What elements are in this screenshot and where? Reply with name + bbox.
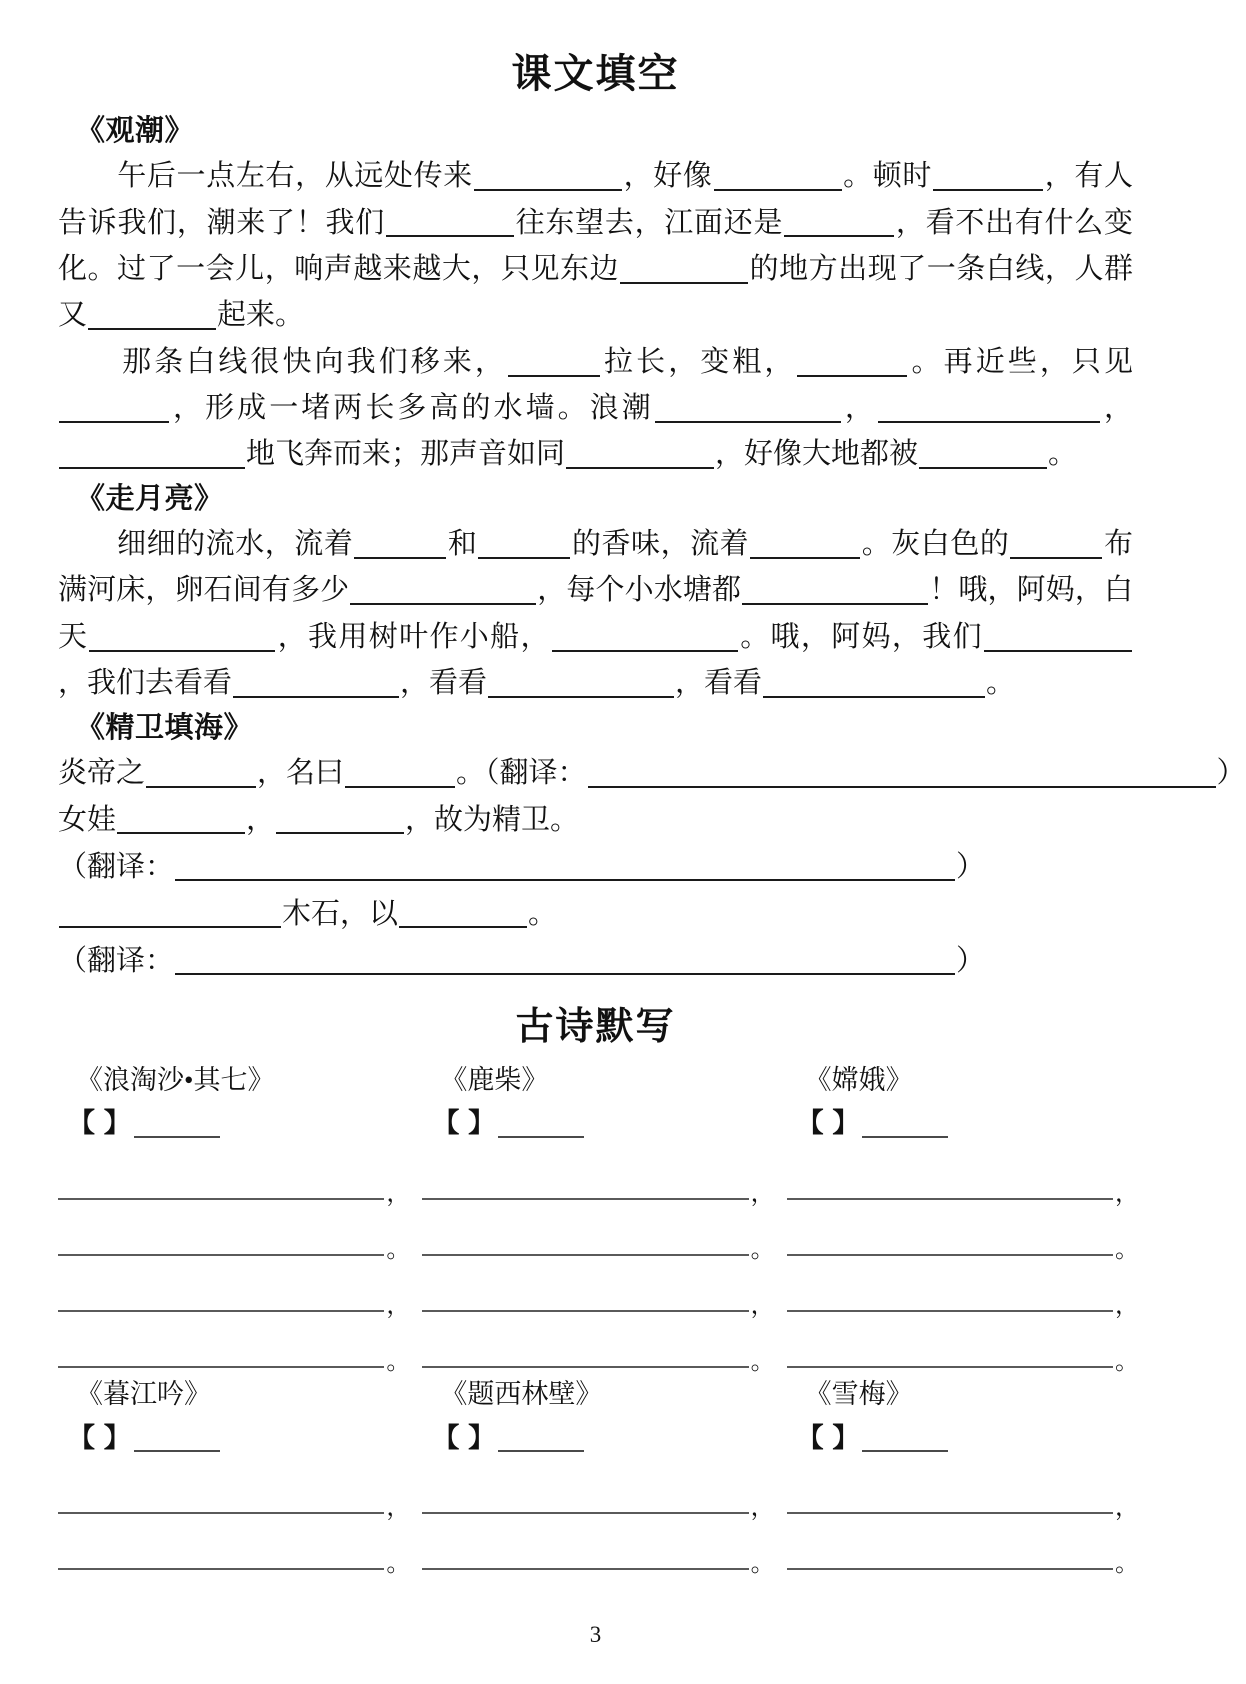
fill-in-blank[interactable] (88, 301, 216, 331)
fill-in-blank[interactable] (552, 622, 738, 652)
text-run: ，看看 (400, 667, 488, 700)
verse-row (58, 1206, 411, 1263)
author-blank[interactable] (134, 1425, 220, 1452)
dynasty-bracket[interactable]: 【 】 (796, 1422, 861, 1453)
text-run: 。 (986, 667, 1016, 700)
poem-cell (58, 1060, 411, 1375)
cloze-paragraph (58, 521, 1133, 707)
fill-in-blank[interactable] (175, 852, 955, 882)
fill-in-blank[interactable] (984, 622, 1132, 652)
poem-author-row (797, 1418, 1133, 1459)
dynasty-bracket[interactable]: 【 】 (432, 1108, 497, 1139)
verse-blank[interactable] (422, 1568, 748, 1570)
section-title: 《精卫填海》 (76, 711, 254, 744)
fill-in-blank[interactable] (919, 440, 1047, 470)
verse-blank[interactable] (422, 1366, 748, 1368)
text-run: 地飞奔而来；那声音如同 (246, 438, 566, 471)
cloze-line (58, 844, 1133, 891)
text-run: 布满河床，卵石间有多少 (58, 528, 1133, 607)
verse-row (58, 1464, 411, 1522)
text-run: （翻译： (58, 850, 175, 883)
text-run: 。再近些，只见 (908, 345, 1133, 378)
verse-blank[interactable] (787, 1198, 1113, 1200)
text-run: （翻译： (58, 944, 175, 977)
text-run: ， (1100, 392, 1133, 425)
text-run: 。 (528, 897, 558, 930)
author-blank[interactable] (862, 1425, 948, 1452)
text-run: 的香味，流着 (571, 528, 750, 561)
fill-in-blank[interactable] (478, 529, 570, 559)
verse-punctuation: 。 (386, 1551, 411, 1578)
fill-in-blank[interactable] (750, 529, 860, 559)
fill-in-blank[interactable] (508, 347, 600, 377)
poem-cell (787, 1060, 1139, 1375)
text-run: 那条白线很快向我们移来， (58, 345, 507, 378)
fill-in-blank[interactable] (399, 899, 527, 929)
section (58, 112, 1133, 478)
verse-blank[interactable] (58, 1198, 384, 1200)
page-number: 3 (589, 1622, 602, 1647)
fill-in-blank[interactable] (354, 529, 446, 559)
verse-blank[interactable] (58, 1254, 384, 1256)
poems-heading: 古诗默写 (515, 1005, 676, 1048)
fill-in-blank[interactable] (566, 440, 714, 470)
poem-title: 《浪淘沙•其七》 (76, 1064, 275, 1095)
verse-blank[interactable] (422, 1512, 748, 1514)
verse-row (422, 1520, 775, 1578)
verse-blank[interactable] (58, 1568, 384, 1570)
fill-in-blank[interactable] (620, 254, 748, 284)
poem-author-row (68, 1418, 404, 1459)
verse-row (787, 1464, 1139, 1522)
text-run: ， (841, 392, 877, 425)
fill-in-blank[interactable] (784, 208, 894, 238)
text-run: ，故为精卫。 (405, 803, 580, 836)
verse-blank[interactable] (787, 1512, 1113, 1514)
author-blank[interactable] (134, 1111, 220, 1138)
text-run: 木石，以 (282, 897, 399, 930)
text-run: ，好像 (622, 160, 713, 193)
section-list (58, 112, 1246, 985)
verse-punctuation: 。 (386, 1236, 411, 1263)
fill-in-blank[interactable] (59, 899, 281, 929)
fill-in-blank[interactable] (345, 758, 455, 788)
fill-in-blank[interactable] (763, 668, 985, 698)
text-run: 炎帝之 (58, 756, 146, 789)
author-blank[interactable] (862, 1111, 948, 1138)
fill-in-blank[interactable] (488, 668, 674, 698)
cloze-line (58, 750, 1246, 797)
verse-row (787, 1150, 1139, 1207)
poem-title: 《鹿柴》 (440, 1064, 549, 1095)
verse-row (422, 1464, 775, 1522)
poem-title: 《暮江吟》 (76, 1378, 211, 1409)
verse-blank[interactable] (422, 1198, 748, 1200)
verse-row (787, 1318, 1139, 1375)
fill-in-blank[interactable] (59, 393, 169, 423)
verse-punctuation: ， (750, 1180, 775, 1207)
verse-row (58, 1520, 411, 1578)
verse-punctuation: 。 (1115, 1551, 1139, 1578)
verse-blank[interactable] (787, 1254, 1113, 1256)
verse-blank[interactable] (787, 1366, 1113, 1368)
verse-punctuation: ， (386, 1180, 411, 1207)
verse-blank[interactable] (787, 1310, 1113, 1312)
fill-in-blank[interactable] (117, 805, 245, 835)
text-run: ） (956, 850, 986, 883)
fill-in-blank[interactable] (175, 946, 955, 976)
verse-punctuation: ， (1115, 1180, 1139, 1207)
text-run: 细细的流水，流着 (58, 528, 354, 561)
poem-title: 《雪梅》 (804, 1378, 913, 1409)
verse-punctuation: ， (1115, 1292, 1139, 1319)
fill-in-blank[interactable] (933, 161, 1043, 191)
text-run: ） (1216, 756, 1246, 789)
cloze-paragraph (58, 153, 1133, 339)
fill-in-blank[interactable] (474, 161, 622, 191)
verse-row (422, 1150, 775, 1207)
verse-punctuation: 。 (1115, 1236, 1139, 1263)
verse-punctuation: 。 (750, 1551, 775, 1578)
dynasty-bracket[interactable]: 【 】 (68, 1422, 132, 1453)
poem-author-row (432, 1418, 768, 1459)
verse-row (58, 1318, 411, 1375)
text-run: 的地方出现了一条白线，人群又 (58, 252, 1133, 332)
verse-row (787, 1262, 1139, 1319)
text-run: 起来。 (217, 299, 305, 332)
fill-in-blank[interactable] (742, 576, 928, 606)
verse-row (422, 1206, 775, 1263)
text-run: ，有人告诉我们，潮来了！我们 (58, 160, 1133, 239)
dynasty-bracket[interactable]: 【 】 (432, 1422, 497, 1453)
poem-title: 《题西林壁》 (440, 1378, 603, 1409)
text-run: ，我们去看看 (58, 667, 233, 700)
poem-author-row (432, 1103, 768, 1144)
page-title: 课文填空 (511, 51, 680, 96)
text-run: 。顿时 (842, 160, 933, 193)
cloze-line (58, 891, 1133, 938)
text-run: 。哦，阿妈，我们 (738, 620, 983, 653)
verse-punctuation: ， (750, 1292, 775, 1319)
fill-in-blank[interactable] (59, 440, 245, 470)
text-run: ，好像大地都被 (715, 438, 919, 471)
text-run: ，看不出有什么变化。过了一会儿，响声越来越大，只见东边 (58, 206, 1133, 285)
dynasty-bracket[interactable]: 【 】 (796, 1108, 861, 1139)
fill-in-blank[interactable] (89, 622, 275, 652)
text-run: ，形成一堵两长多高的水墙。浪潮 (170, 392, 654, 425)
fill-in-blank[interactable] (588, 758, 1216, 788)
poem-cell (787, 1374, 1139, 1578)
dynasty-bracket[interactable]: 【 】 (68, 1108, 132, 1139)
cloze-line (58, 797, 1133, 844)
verse-row (422, 1318, 775, 1375)
verse-row (787, 1520, 1139, 1578)
verse-punctuation: ， (750, 1495, 775, 1522)
cloze-paragraph (58, 339, 1133, 478)
verse-blank[interactable] (787, 1568, 1113, 1570)
poem-cell (422, 1060, 775, 1375)
text-run: 往东望去，江面还是 (514, 206, 784, 239)
verse-blank[interactable] (58, 1310, 384, 1312)
text-run: 和 (447, 528, 478, 561)
verse-punctuation: ， (1115, 1495, 1139, 1522)
verse-row (422, 1262, 775, 1319)
poem-cell (422, 1374, 775, 1578)
text-run: 女娃 (58, 803, 117, 836)
text-run: ，看看 (675, 667, 763, 700)
text-run: ，每个小水塘都 (537, 574, 742, 607)
verse-row (58, 1150, 411, 1207)
poem-author-row (68, 1103, 404, 1144)
text-run: 午后一点左右，从远处传来 (58, 160, 473, 193)
verse-row (58, 1262, 411, 1319)
verse-blank[interactable] (58, 1366, 384, 1368)
text-run: ，名曰 (257, 756, 345, 789)
poem-row (58, 1374, 1139, 1578)
verse-punctuation: ， (386, 1292, 411, 1319)
text-run: ！哦，阿妈，白天 (58, 574, 1133, 653)
fill-in-blank[interactable] (878, 393, 1100, 423)
poem-title: 《嫦娥》 (804, 1064, 913, 1095)
verse-punctuation: 。 (386, 1348, 411, 1375)
fill-in-blank[interactable] (714, 161, 842, 191)
verse-blank[interactable] (422, 1254, 748, 1256)
fill-in-blank[interactable] (797, 347, 907, 377)
fill-in-blank[interactable] (233, 668, 399, 698)
verse-blank[interactable] (58, 1512, 384, 1514)
poem-author-row (797, 1103, 1133, 1144)
text-run: 拉长，变粗， (600, 345, 797, 378)
fill-in-blank[interactable] (1010, 529, 1102, 559)
fill-in-blank[interactable] (350, 576, 536, 606)
text-run: ） (956, 944, 986, 977)
poem-section (58, 1060, 1139, 1578)
section (58, 709, 1246, 985)
author-blank[interactable] (498, 1111, 584, 1138)
verse-punctuation: ， (386, 1495, 411, 1522)
fill-in-blank[interactable] (655, 393, 841, 423)
verse-blank[interactable] (422, 1310, 748, 1312)
verse-punctuation: 。 (750, 1236, 775, 1263)
text-run: 。（翻译： (456, 756, 587, 789)
cloze-line (58, 938, 1133, 985)
section-title: 《观潮》 (76, 115, 195, 147)
fill-in-blank[interactable] (386, 208, 514, 238)
section-title: 《走月亮》 (76, 482, 224, 515)
verse-punctuation: 。 (1115, 1348, 1139, 1375)
text-run: 。 (1048, 438, 1078, 471)
poem-cell (58, 1374, 411, 1578)
text-run: ， (246, 803, 276, 836)
fill-in-blank[interactable] (276, 805, 404, 835)
verse-row (787, 1206, 1139, 1263)
verse-punctuation: 。 (750, 1348, 775, 1375)
author-blank[interactable] (498, 1425, 584, 1452)
fill-in-blank[interactable] (146, 758, 256, 788)
text-run: ，我用树叶作小船， (276, 620, 551, 653)
section (58, 480, 1133, 707)
poem-row (58, 1060, 1139, 1375)
text-run: 。灰白色的 (861, 528, 1010, 561)
